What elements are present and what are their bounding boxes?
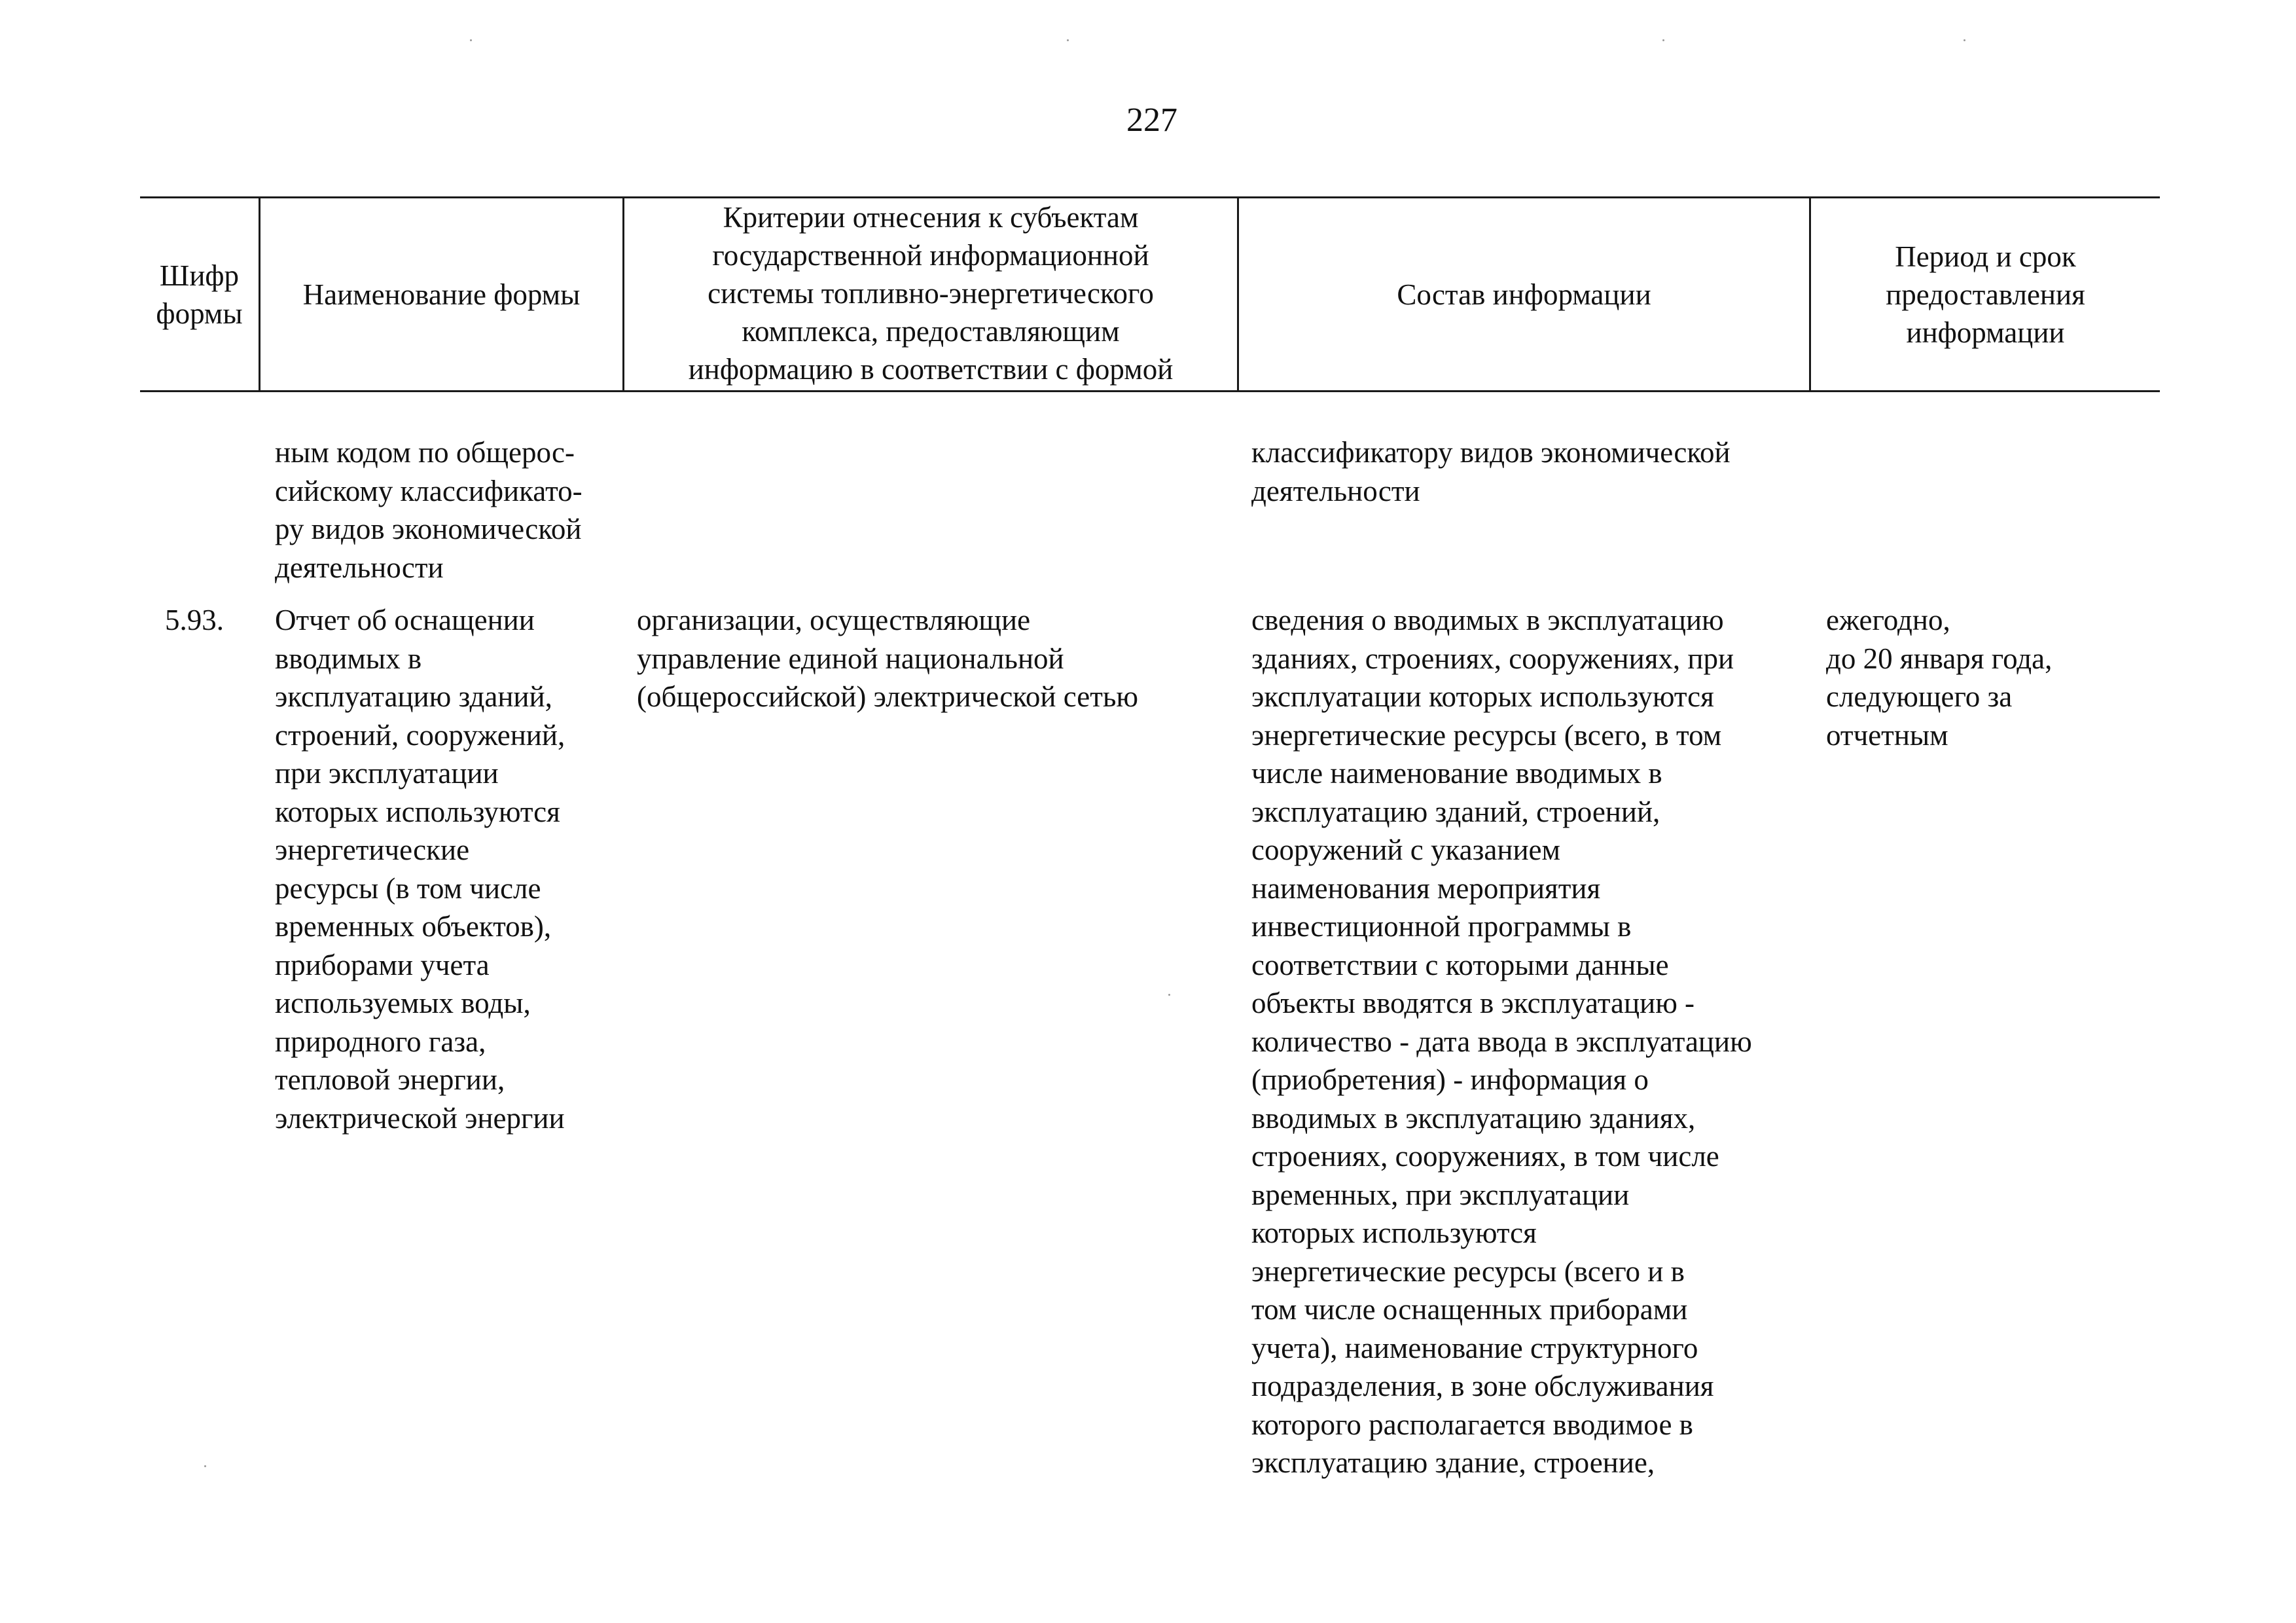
page-number: 227 xyxy=(1126,101,1177,139)
scan-speck xyxy=(1662,39,1664,41)
header-criteria xyxy=(624,196,1237,390)
row-593-composition: сведения о вводимых в эксплуатацию зданиях, строениях, сооружениях, при эксплуатации которых используются энергетические ресурсы (всего, в том числе наименование вводимых в эксплуатацию зданий, строений, сооружений с указанием наименования мероприятия инвестиционной программы в соответствии с которыми данные объекты вводятся в эксплуатацию - количество - дата ввода в эксплуатацию (приобретения) - информация о вводимых в эксплуатацию зданиях, строениях, сооружениях, в том числе временных, при эксплуатации которых используются энергетические ресурсы (всего и в том числе оснащенных приборами учета), наименование структурного подразделения, в зоне обслуживания которого располагается вводимое в эксплуатацию здание, строение, xyxy=(1251,604,1752,1479)
continuation-name: ным кодом по общерос- сийскому классификато- ру видов экономической деятельности xyxy=(275,436,583,584)
scan-speck xyxy=(204,1465,206,1467)
header-criteria-text: Критерии отнесения к субъектам государственной информационной системы топливно-энергетического комплекса, предоставляющим информацию в соответствии с формой xyxy=(688,201,1174,386)
row-593-name: Отчет об оснащении вводимых в эксплуатацию зданий, строений, сооружений, при эксплуатации которых используются энергетические ресурсы (в том числе временных объектов), приборами учета используемых воды, природного газа, тепловой энергии, электрической энергии xyxy=(275,604,565,1135)
header-name xyxy=(260,198,622,390)
header-period xyxy=(1811,198,2160,390)
row-593-criteria: организации, осуществляющие управление единой национальной (общероссийской) электрической сетью xyxy=(637,604,1139,713)
header-composition xyxy=(1239,198,1809,390)
scan-speck xyxy=(1067,39,1069,41)
row-593-period: ежегодно, до 20 января года, следующего за отчетным xyxy=(1826,604,2053,752)
header-code-text: Шифр формы xyxy=(156,259,243,330)
scan-speck xyxy=(1964,39,1965,41)
header-name-text: Наименование формы xyxy=(302,278,581,311)
header-bottom-rule xyxy=(140,390,2160,392)
header-period-text: Период и срок предоставления информации xyxy=(1886,240,2085,349)
continuation-composition: классификатору видов экономической деятельности xyxy=(1251,436,1731,507)
header-code xyxy=(140,198,259,390)
scan-speck xyxy=(1168,994,1170,996)
row-593-code: 5.93. xyxy=(165,604,224,636)
header-composition-text: Состав информации xyxy=(1397,278,1651,311)
scan-speck xyxy=(470,39,472,41)
